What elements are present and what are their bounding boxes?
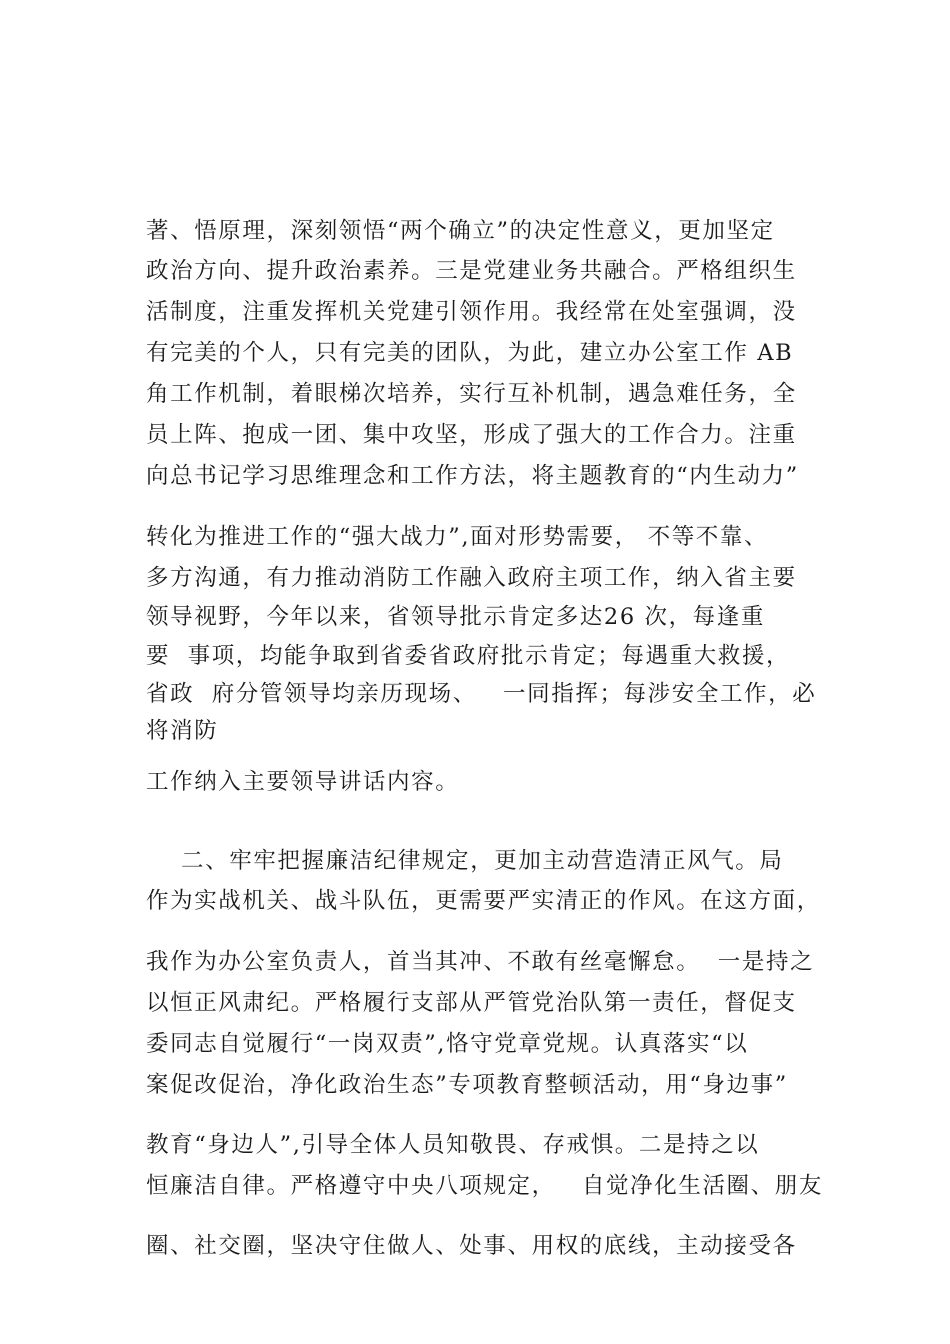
section-heading: 二、牢牢把握廉洁纪律规定，更加主动营造清正风气。局 xyxy=(146,848,784,874)
text-line: 教育“身边人”,引导全体人员知敬畏、存戒惧。二是持之以 xyxy=(146,1132,760,1158)
text-line: 以恒正风肃纪。严格履行支部从严管党治队第一责任，督促支 xyxy=(146,990,797,1016)
text-line: 工作纳入主要领导讲话内容。 xyxy=(146,769,460,795)
text-line: 作为实战机关、战斗队伍，更需要严实清正的作风。在这方面， xyxy=(146,888,821,914)
text-line: 领导视野，今年以来，省领导批示肯定多达26 次，每逢重 xyxy=(146,604,765,630)
text-line: 圈、社交圈，坚决守住做人、处事、用权的底线，主动接受各 xyxy=(146,1233,797,1259)
text-line: 委同志自觉履行“一岗双责”,恪守党章党规。认真落实“以 xyxy=(146,1031,749,1057)
text-line: 角工作机制，着眼梯次培养，实行互补机制，遇急难任务，全 xyxy=(146,381,797,407)
text-line: 政治方向、提升政治素养。三是党建业务共融合。严格组织生 xyxy=(146,258,797,284)
text-line: 向总书记学习思维理念和工作方法，将主题教育的“内生动力” xyxy=(146,463,799,489)
text-line: 我作为办公室负责人，首当其冲、不敢有丝毫懈怠。 一是持之 xyxy=(146,949,815,975)
text-line: 著、悟原理，深刻领悟“两个确立”的决定性意义，更加坚定 xyxy=(146,218,775,244)
text-line: 员上阵、抱成一团、集中攻坚，形成了强大的工作合力。注重 xyxy=(146,422,797,448)
text-line: 将消防 xyxy=(146,718,219,744)
text-line: 转化为推进工作的“强大战力”,面对形势需要， 不等不靠、 xyxy=(146,524,769,550)
text-line: 多方沟通，有力推动消防工作融入政府主项工作，纳入省主要 xyxy=(146,565,797,591)
text-line: 恒廉洁自律。严格遵守中央八项规定， 自觉净化生活圈、朋友 xyxy=(146,1173,823,1199)
text-line: 活制度，注重发挥机关党建引领作用。我经常在处室强调，没 xyxy=(146,299,797,325)
text-line: 要 事项，均能争取到省委省政府批示肯定；每遇重大救援， xyxy=(146,643,791,669)
text-line: 有完美的个人，只有完美的团队，为此，建立办公室工作 AB xyxy=(146,340,794,366)
text-line: 省政 府分管领导均亲历现场、 一同指挥；每涉安全工作，必 xyxy=(146,681,817,707)
text-line: 案促改促治，净化政治生态”专项教育整顿活动，用“身边事” xyxy=(146,1072,788,1098)
